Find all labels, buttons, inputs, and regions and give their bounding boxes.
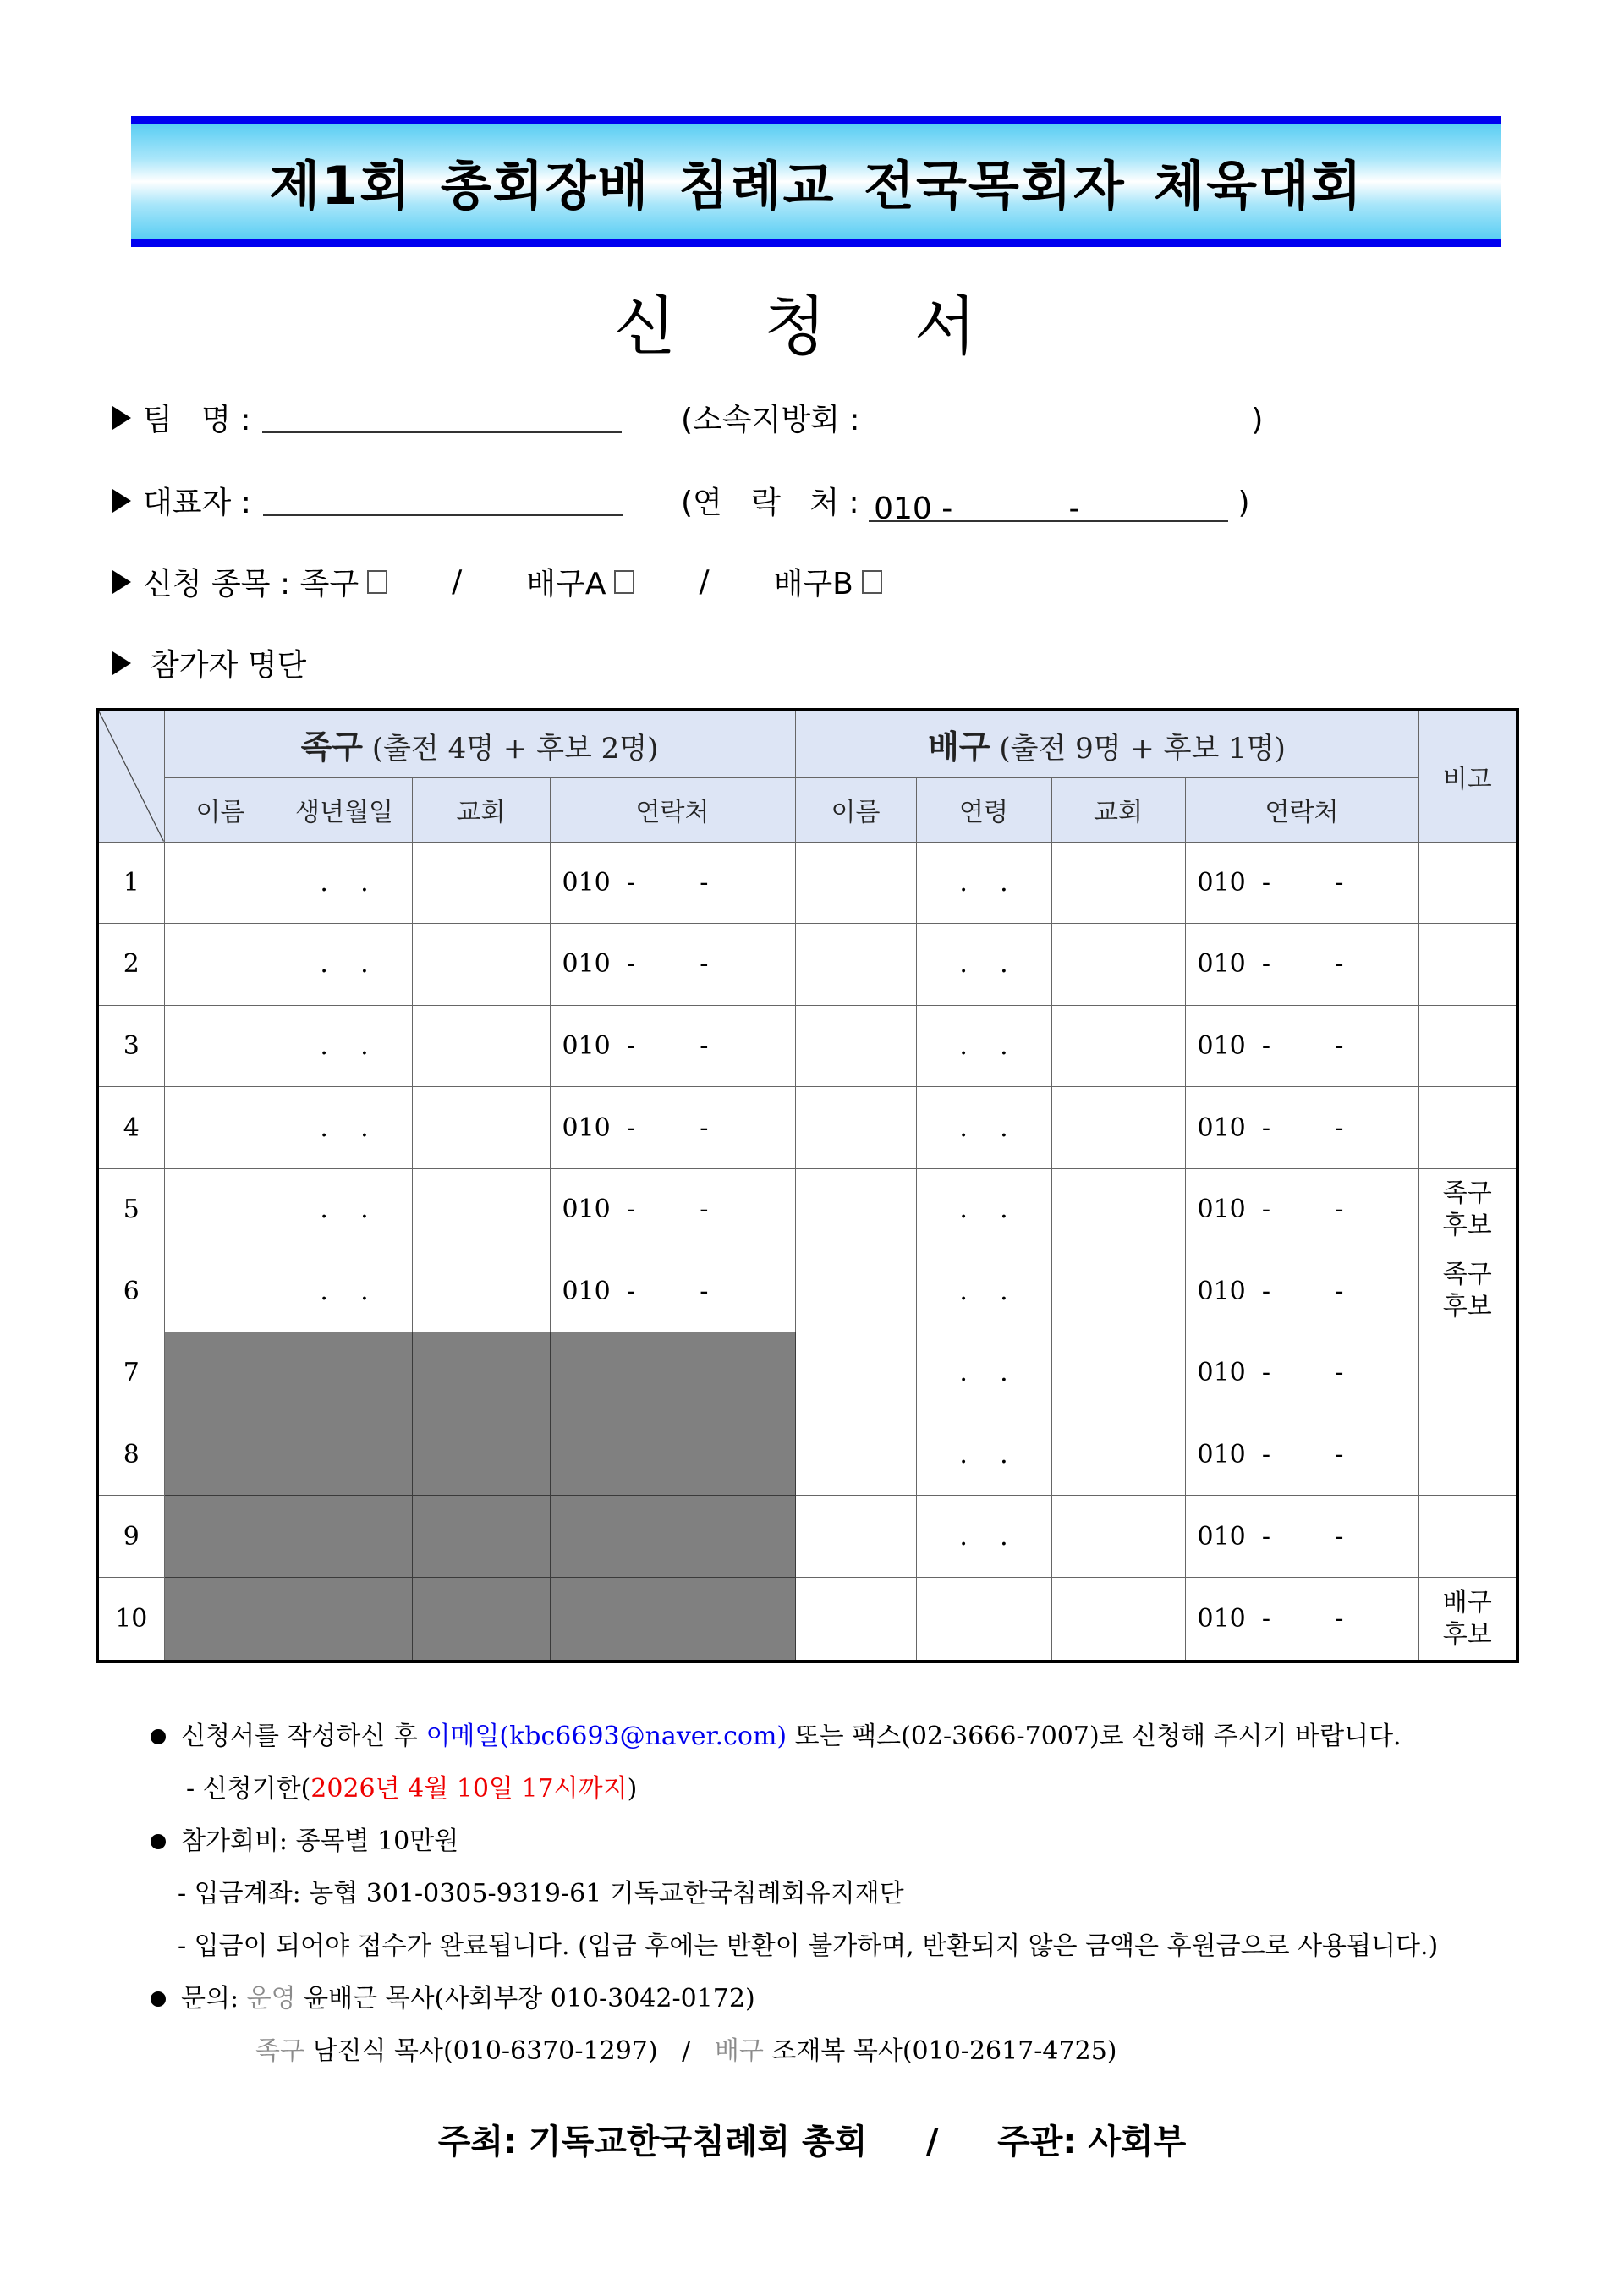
- remarks-cell[interactable]: [1418, 1414, 1517, 1496]
- fv-name-cell[interactable]: [164, 924, 277, 1006]
- note-text: 조재복 목사(010-2617-4725): [763, 2036, 1117, 2066]
- vb-phone-cell[interactable]: 010 - -: [1185, 1577, 1418, 1662]
- fv-church-cell[interactable]: [412, 924, 550, 1006]
- fv-disabled-cell: [412, 1414, 550, 1496]
- region-close-paren: ): [1251, 403, 1264, 437]
- row-number: 8: [97, 1414, 164, 1496]
- fv-disabled-cell: [412, 1496, 550, 1578]
- fv-church-cell[interactable]: [412, 1250, 550, 1332]
- team-name-label: 팀 명 :: [143, 403, 251, 437]
- contact-close-paren: ): [1237, 486, 1250, 520]
- separator: /: [699, 564, 710, 599]
- note-text: 윤배근 목사(사회부장 010-3042-0172): [295, 1984, 755, 2013]
- vb-church-cell[interactable]: [1051, 1496, 1185, 1578]
- vb-phone-cell[interactable]: 010 - -: [1185, 1087, 1418, 1169]
- triangle-bullet-icon: [112, 489, 131, 513]
- remarks-cell[interactable]: [1418, 842, 1517, 924]
- vb-age-cell[interactable]: . .: [916, 924, 1051, 1006]
- table-row: [97, 1332, 1517, 1414]
- refund-note: [151, 1920, 1438, 1973]
- fv-name-cell[interactable]: [164, 1005, 277, 1087]
- contact-row: [681, 479, 1250, 526]
- vb-name-cell[interactable]: [795, 1496, 916, 1578]
- separator: /: [452, 564, 463, 599]
- row-number: 3: [97, 1005, 164, 1087]
- fv-name-cell[interactable]: [164, 1250, 277, 1332]
- vb-church-cell[interactable]: [1051, 1005, 1185, 1087]
- event-title: 제1회 총회장배 침례교 전국목회자 체육대회: [269, 155, 1363, 217]
- note-text: - 입금이 되어야 접수가 완료됩니다. (입금 후에는 반환이 불가하며, 반환되지 않은 금액은 후원금으로 사용됩니다.): [178, 1931, 1439, 1961]
- vb-church-cell[interactable]: [1051, 1168, 1185, 1250]
- row-number: 9: [97, 1496, 164, 1578]
- remarks-cell[interactable]: [1418, 1496, 1517, 1578]
- vb-church-header: 교회: [1051, 777, 1185, 842]
- note-text: - 입금계좌: 농협 301-0305-9319-61 기독교한국침례회유지재단: [178, 1879, 904, 1909]
- fv-disabled-cell: [164, 1332, 277, 1414]
- vb-age-cell[interactable]: . .: [916, 1414, 1051, 1496]
- note-text: 참가회비: 종목별 10만원: [181, 1826, 459, 1856]
- volleyball-b-label: 배구B: [773, 567, 853, 601]
- fv-disabled-cell: [277, 1414, 412, 1496]
- fv-disabled-cell: [277, 1577, 412, 1662]
- contact-field[interactable]: 010 - -: [869, 492, 1228, 522]
- table-row: [97, 1087, 1517, 1169]
- bullet-icon: [151, 1991, 166, 2007]
- representative-row: [112, 479, 623, 522]
- row-number: 6: [97, 1250, 164, 1332]
- roster-heading-row: [112, 641, 306, 684]
- roster-table: [96, 708, 1519, 1663]
- fv-disabled-cell: [277, 1332, 412, 1414]
- note-text: 신청서를 작성하신 후: [181, 1722, 426, 1751]
- vb-name-cell[interactable]: [795, 1577, 916, 1662]
- role-label: 배구: [714, 2036, 764, 2066]
- vb-name-cell[interactable]: [795, 1005, 916, 1087]
- triangle-bullet-icon: [112, 651, 131, 675]
- fv-phone-cell[interactable]: 010 - -: [550, 1087, 795, 1169]
- footvolley-group-header: [164, 710, 795, 777]
- note-text: ): [627, 1774, 638, 1804]
- fv-name-cell[interactable]: [164, 1087, 277, 1169]
- vb-age-cell[interactable]: . .: [916, 1168, 1051, 1250]
- row-number: 2: [97, 924, 164, 1006]
- role-label: 족구: [255, 2036, 304, 2066]
- table-row: [97, 1496, 1517, 1578]
- fv-phone-cell[interactable]: 010 - -: [550, 842, 795, 924]
- roster-heading: 참가자 명단: [150, 648, 307, 683]
- vb-phone-cell[interactable]: 010 - -: [1185, 1496, 1418, 1578]
- remarks-text: 후보: [1442, 1292, 1492, 1322]
- event-label: 신청 종목 : 족구: [143, 567, 359, 601]
- vb-phone-cell[interactable]: 010 - -: [1185, 1332, 1418, 1414]
- team-name-row: [112, 396, 622, 439]
- table-row: [97, 1577, 1517, 1662]
- volleyball-group-title: 배구: [928, 728, 990, 766]
- deadline-text: 2026년 4월 10일 17시까지: [310, 1774, 628, 1804]
- remarks-cell: [1418, 1250, 1517, 1332]
- deadline-note: [151, 1763, 1438, 1815]
- document-title: [0, 275, 1624, 367]
- vb-name-cell[interactable]: [795, 1168, 916, 1250]
- fv-dob-cell[interactable]: . .: [277, 924, 412, 1006]
- bullet-icon: [151, 1834, 166, 1849]
- fv-church-header: 교회: [412, 777, 550, 842]
- note-text: 남진식 목사(010-6370-1297) /: [304, 2036, 715, 2066]
- vb-church-cell[interactable]: [1051, 1087, 1185, 1169]
- vb-age-cell[interactable]: . .: [916, 1087, 1051, 1169]
- instructions: [151, 1711, 1438, 2078]
- fv-name-cell[interactable]: [164, 1168, 277, 1250]
- fv-dob-cell[interactable]: . .: [277, 1250, 412, 1332]
- fv-church-cell[interactable]: [412, 1168, 550, 1250]
- remarks-cell: [1418, 1168, 1517, 1250]
- fv-disabled-cell: [412, 1332, 550, 1414]
- corner-diagonal-cell: [97, 710, 164, 842]
- account-note: [151, 1868, 1438, 1920]
- volleyball-a-label: 배구A: [526, 567, 606, 601]
- vb-church-cell[interactable]: [1051, 1250, 1185, 1332]
- fv-phone-cell[interactable]: 010 - -: [550, 1168, 795, 1250]
- fv-disabled-cell: [550, 1332, 795, 1414]
- fv-phone-cell[interactable]: 010 - -: [550, 1250, 795, 1332]
- vb-phone-cell[interactable]: 010 - -: [1185, 1005, 1418, 1087]
- fv-disabled-cell: [550, 1577, 795, 1662]
- fv-disabled-cell: [164, 1577, 277, 1662]
- document-title-char: 신: [613, 288, 710, 364]
- vb-age-cell[interactable]: . .: [916, 1250, 1051, 1332]
- representative-label: 대표자 :: [143, 486, 251, 520]
- bullet-icon: [151, 1729, 166, 1744]
- triangle-bullet-icon: [112, 570, 131, 594]
- row-number: 10: [97, 1577, 164, 1662]
- remarks-cell[interactable]: [1418, 1332, 1517, 1414]
- vb-age-cell[interactable]: . .: [916, 1496, 1051, 1578]
- region-label: (소속지방회 :: [681, 403, 860, 437]
- volleyball-group-header: [795, 710, 1418, 777]
- fv-disabled-cell: [550, 1414, 795, 1496]
- title-banner: [131, 116, 1501, 247]
- fv-dob-header: 생년월일: [277, 777, 412, 842]
- diagonal-line-icon: [99, 711, 164, 842]
- role-label: 운영: [246, 1984, 296, 2013]
- vb-church-cell[interactable]: [1051, 1577, 1185, 1662]
- fv-name-cell[interactable]: [164, 842, 277, 924]
- remarks-header: 비고: [1418, 710, 1517, 842]
- vb-name-cell[interactable]: [795, 924, 916, 1006]
- footvolley-checkbox[interactable]: [367, 570, 387, 594]
- event-selection-row: [112, 560, 882, 603]
- fv-dob-cell[interactable]: . .: [277, 842, 412, 924]
- fv-phone-header: 연락처: [550, 777, 795, 842]
- vb-name-cell[interactable]: [795, 1414, 916, 1496]
- vb-phone-cell[interactable]: 010 - -: [1185, 924, 1418, 1006]
- fv-church-cell[interactable]: [412, 1005, 550, 1087]
- document-title-char: 청: [764, 288, 860, 364]
- vb-phone-cell[interactable]: 010 - -: [1185, 842, 1418, 924]
- vb-age-cell[interactable]: [916, 1577, 1051, 1662]
- fv-phone-cell[interactable]: 010 - -: [550, 924, 795, 1006]
- vb-church-cell[interactable]: [1051, 842, 1185, 924]
- table-row: [97, 842, 1517, 924]
- organizer-footer: 주최: 기독교한국침례회 총회 / 주관: 사회부: [437, 2123, 1187, 2161]
- remarks-text: 배구: [1442, 1587, 1492, 1618]
- fv-church-cell[interactable]: [412, 1087, 550, 1169]
- inquiry-note: [151, 1973, 1438, 2025]
- vb-name-header: 이름: [795, 777, 916, 842]
- footvolley-group-subtitle: (출전 4명 + 후보 2명): [363, 732, 659, 766]
- remarks-text: 족구: [1442, 1178, 1492, 1208]
- vb-phone-cell[interactable]: 010 - -: [1185, 1168, 1418, 1250]
- fv-dob-cell[interactable]: . .: [277, 1168, 412, 1250]
- remarks-cell[interactable]: [1418, 924, 1517, 1006]
- table-row: [97, 1168, 1517, 1250]
- note-text: 또는 팩스(02-3666-7007)로 신청해 주시기 바랍니다.: [787, 1722, 1402, 1751]
- remarks-text: 후보: [1442, 1619, 1492, 1650]
- fv-dob-cell[interactable]: . .: [277, 1087, 412, 1169]
- fv-disabled-cell: [277, 1496, 412, 1578]
- fv-disabled-cell: [164, 1496, 277, 1578]
- note-text: - 신청기한(: [186, 1774, 311, 1804]
- volleyball-b-checkbox[interactable]: [862, 570, 882, 594]
- table-row: [97, 1250, 1517, 1332]
- vb-name-cell[interactable]: [795, 1250, 916, 1332]
- fv-disabled-cell: [550, 1496, 795, 1578]
- vb-church-cell[interactable]: [1051, 1414, 1185, 1496]
- contact-label: (연 락 처 :: [681, 486, 859, 520]
- vb-church-cell[interactable]: [1051, 1332, 1185, 1414]
- remarks-cell[interactable]: [1418, 1087, 1517, 1169]
- roster-table-wrapper: [96, 708, 1519, 1663]
- submission-note: [151, 1711, 1438, 1763]
- vb-church-cell[interactable]: [1051, 924, 1185, 1006]
- volleyball-a-checkbox[interactable]: [614, 570, 634, 594]
- remarks-text: 후보: [1442, 1210, 1492, 1240]
- triangle-bullet-icon: [112, 406, 131, 430]
- email-link[interactable]: 이메일(kbc6693@naver.com): [425, 1722, 787, 1751]
- table-row: [97, 924, 1517, 1006]
- fv-disabled-cell: [164, 1414, 277, 1496]
- region-field[interactable]: [870, 409, 1242, 439]
- fv-name-header: 이름: [164, 777, 277, 842]
- inquiry-contacts: [151, 2025, 1438, 2078]
- vb-age-header: 연령: [916, 777, 1051, 842]
- table-row: [97, 1414, 1517, 1496]
- fv-church-cell[interactable]: [412, 842, 550, 924]
- row-number: 7: [97, 1332, 164, 1414]
- vb-name-cell[interactable]: [795, 842, 916, 924]
- remarks-cell[interactable]: [1418, 1005, 1517, 1087]
- fv-phone-cell[interactable]: 010 - -: [550, 1005, 795, 1087]
- fee-note: [151, 1815, 1438, 1868]
- row-number: 5: [97, 1168, 164, 1250]
- region-row: [681, 396, 1263, 439]
- vb-name-cell[interactable]: [795, 1087, 916, 1169]
- footvolley-group-title: 족구: [300, 728, 364, 766]
- vb-name-cell[interactable]: [795, 1332, 916, 1414]
- document-title-char: 서: [914, 288, 1011, 364]
- note-text: 문의:: [181, 1984, 247, 2013]
- row-number: 4: [97, 1087, 164, 1169]
- remarks-cell: [1418, 1577, 1517, 1662]
- representative-field[interactable]: [263, 486, 623, 516]
- table-row: [97, 1005, 1517, 1087]
- vb-age-cell[interactable]: . .: [916, 842, 1051, 924]
- volleyball-group-subtitle: (출전 9명 + 후보 1명): [990, 732, 1286, 766]
- team-name-field[interactable]: [262, 403, 622, 433]
- remarks-text: 족구: [1442, 1260, 1492, 1290]
- row-number: 1: [97, 842, 164, 924]
- vb-phone-cell[interactable]: 010 - -: [1185, 1250, 1418, 1332]
- vb-phone-cell[interactable]: 010 - -: [1185, 1414, 1418, 1496]
- fv-dob-cell[interactable]: . .: [277, 1005, 412, 1087]
- vb-phone-header: 연락처: [1185, 777, 1418, 842]
- vb-age-cell[interactable]: . .: [916, 1005, 1051, 1087]
- fv-disabled-cell: [412, 1577, 550, 1662]
- vb-age-cell[interactable]: . .: [916, 1332, 1051, 1414]
